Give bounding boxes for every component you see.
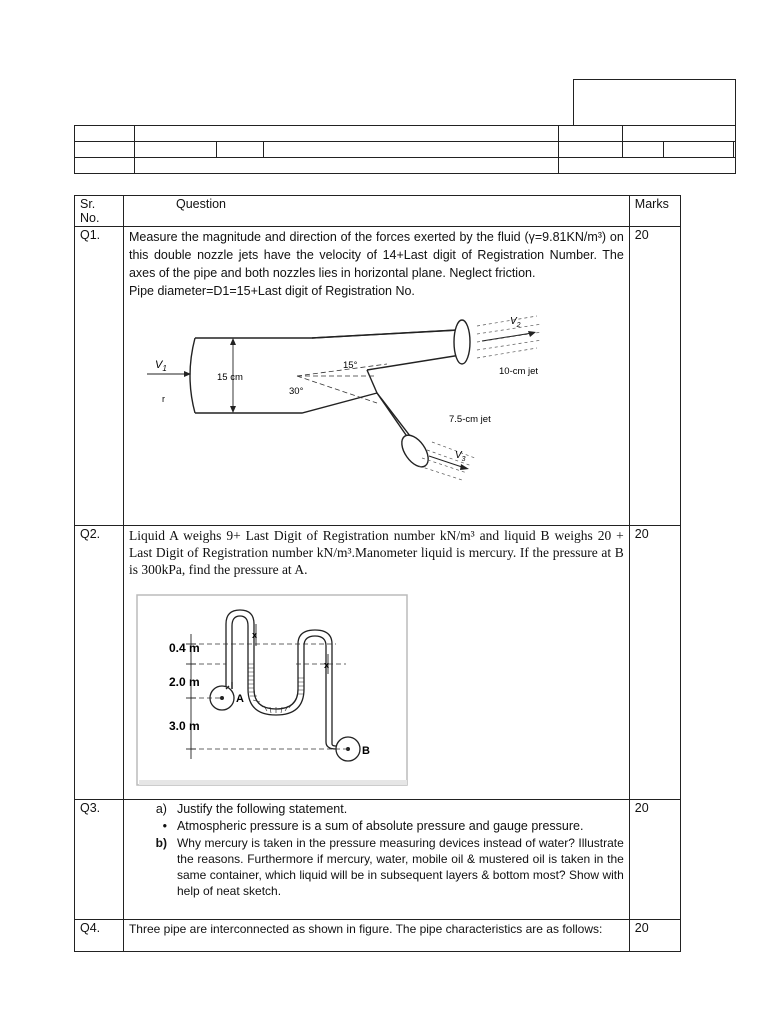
q1-marks: 20 <box>629 227 680 526</box>
q3-bullet <box>129 818 624 835</box>
question-row-q1 <box>75 227 681 526</box>
q1-content <box>123 227 629 526</box>
q2-number: Q2. <box>75 526 124 800</box>
q2-marks: 20 <box>629 526 680 800</box>
col-sr-no: Sr. No. <box>75 196 124 227</box>
q2-fig-x-1: x <box>251 630 257 640</box>
question-table-header <box>75 196 681 227</box>
q1-fig-angle-30: 30° <box>288 386 304 397</box>
q1-fig-v2: $V_2$ <box>509 316 521 329</box>
q1-fig-jet-10: 10-cm jet <box>498 366 539 377</box>
col-question: Question <box>123 196 629 227</box>
header-info-table <box>74 125 736 174</box>
question-table <box>74 195 681 952</box>
q2-fig-point-a: A <box>235 693 244 705</box>
q3-b-text: Why mercury is taken in the pressure measuring devices instead of water? Illustrate the reasons. Furthermore if mercury, water, mobile oil & mustered oil is taken in the same container, which liquid will be in subsequent layers & bottom most? Show with help of neat sketch. <box>176 836 624 898</box>
q1-text-2: Pipe diameter=D1=15+Last digit of Registration No. <box>128 284 415 298</box>
top-right-box <box>573 79 736 126</box>
q3-part-a <box>129 801 624 818</box>
q3-number: Q3. <box>75 800 124 920</box>
q4-number: Q4. <box>75 920 124 952</box>
question-row-q4 <box>75 920 681 952</box>
col-marks: Marks <box>629 196 680 227</box>
question-row-q2 <box>75 526 681 800</box>
header-row-1 <box>75 126 736 142</box>
q3-b-label: b) <box>155 836 167 850</box>
q3-part-b <box>129 835 624 899</box>
q3-content <box>123 800 629 920</box>
q3-bullet-icon: • <box>162 819 167 833</box>
q2-manometer-figure <box>136 594 408 786</box>
q1-fig-v1: $V_1$ <box>154 359 167 373</box>
q1-fig-jet-7-5: 7.5-cm jet <box>448 414 491 425</box>
q2-fig-x-2: x <box>323 660 329 670</box>
q2-fig-point-b: B <box>361 745 370 757</box>
q1-nozzle-figure <box>137 308 567 488</box>
q2-content <box>123 526 629 800</box>
q4-text: Three pipe are interconnected as shown in figure. The pipe characteristics are as follows: <box>123 920 629 952</box>
q2-fig-h3: 3.0 m <box>168 719 200 733</box>
q1-fig-diameter: 15 cm <box>216 372 243 383</box>
q3-marks: 20 <box>629 800 680 920</box>
q1-number: Q1. <box>75 227 124 526</box>
q2-fig-h2: 2.0 m <box>168 675 200 689</box>
q1-fig-angle-15: 15° <box>342 360 358 371</box>
q2-text: Liquid A weighs 9+ Last Digit of Registration number kN/m³ and liquid B weighs 20 + Last Digit of Registration number kN/m³.Manometer liquid is mercury. If the pressure at B is 300kPa, find the pressure at A. <box>128 528 624 577</box>
question-row-q3 <box>75 800 681 920</box>
q1-fig-v3: $V_3$ <box>454 450 466 463</box>
q1-fig-mark: r <box>161 394 165 404</box>
q3-bullet-text: Atmospheric pressure is a sum of absolute pressure and gauge pressure. <box>176 819 584 833</box>
header-row-2 <box>75 142 736 158</box>
q3-a-label: a) <box>155 802 167 816</box>
q3-a-text: Justify the following statement. <box>176 802 348 816</box>
q2-fig-h1: 0.4 m <box>168 641 200 655</box>
q1-text: Measure the magnitude and direction of the forces exerted by the fluid (γ=9.81KN/m³) on this double nozzle jets have the velocity of 14+Last digit of Registration Number. The axes of the pipe and both nozzles lies in horizontal plane. Neglect friction. <box>128 230 624 280</box>
q4-marks: 20 <box>629 920 680 952</box>
header-row-3 <box>75 158 736 174</box>
